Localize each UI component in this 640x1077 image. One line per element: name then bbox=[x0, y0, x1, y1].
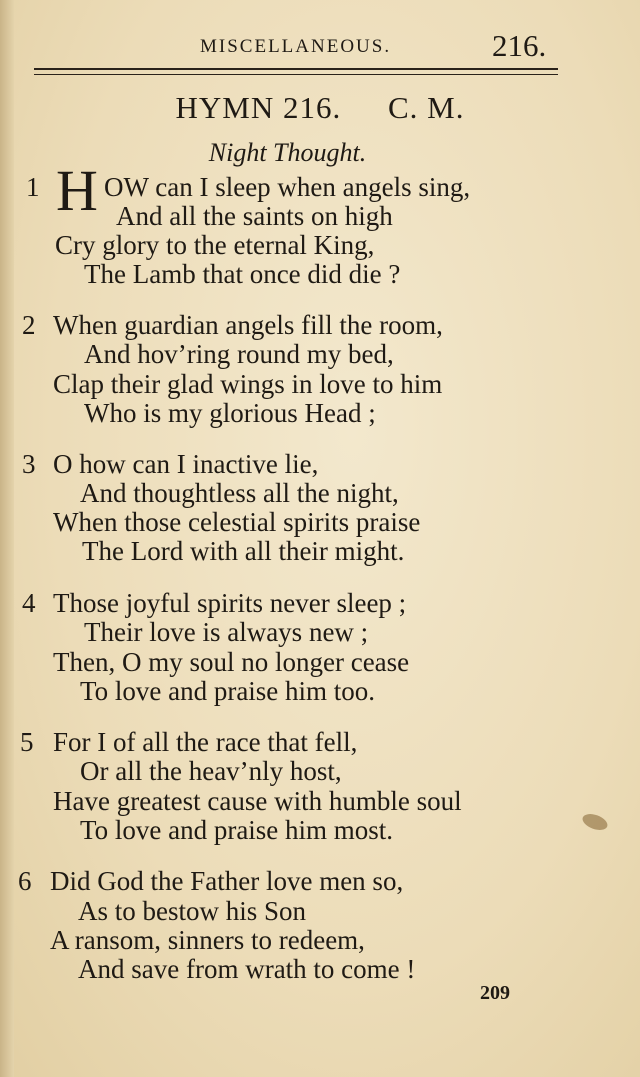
stanza-line: Clap their glad wings in love to him bbox=[53, 369, 443, 399]
stanza-line: For I of all the race that fell, bbox=[53, 727, 358, 757]
stanza-number: 6 bbox=[18, 866, 32, 896]
stanza-number: 3 bbox=[22, 449, 36, 479]
page-header bbox=[0, 28, 640, 68]
hymn-title-number: HYMN 216. bbox=[175, 90, 342, 125]
ink-stain bbox=[580, 811, 609, 833]
drop-cap: H bbox=[56, 158, 98, 223]
hymn-subtitle: Night Thought. bbox=[208, 138, 367, 167]
stanza-line: Those joyful spirits never sleep ; bbox=[53, 588, 407, 618]
stanza-line: And thoughtless all the night, bbox=[80, 478, 399, 508]
stanza-line: Did God the Father love men so, bbox=[50, 866, 404, 896]
header-rule-thick bbox=[34, 68, 558, 70]
stanza-line: Have greatest cause with humble soul bbox=[53, 786, 462, 816]
stanza-line: As to bestow his Son bbox=[78, 896, 307, 926]
stanza-line: To love and praise him most. bbox=[80, 815, 394, 845]
header-hymn-number: 216. bbox=[492, 28, 547, 63]
hymn-title bbox=[0, 90, 640, 126]
stanza-number: 4 bbox=[22, 588, 36, 618]
stanza-line: A ransom, sinners to redeem, bbox=[50, 925, 365, 955]
stanza-line: When those celestial spirits praise bbox=[53, 507, 421, 537]
stanza-number: 5 bbox=[20, 727, 34, 757]
header-rule-thin bbox=[34, 74, 558, 75]
stanza-line: The Lamb that once did die ? bbox=[84, 259, 401, 289]
stanza-line: Their love is always new ; bbox=[84, 617, 369, 647]
stanza-line: To love and praise him too. bbox=[80, 676, 376, 706]
stanza-line: O how can I inactive lie, bbox=[53, 449, 319, 479]
hymn-meter: C. M. bbox=[387, 90, 465, 125]
stanza-line: When guardian angels fill the room, bbox=[53, 310, 443, 340]
stanza-number: 1 bbox=[26, 172, 40, 202]
stanza-line: And all the saints on high bbox=[116, 201, 393, 231]
stanza-line: And hov’ring round my bed, bbox=[84, 339, 394, 369]
stanza-number: 2 bbox=[22, 310, 36, 340]
stanza-line: Who is my glorious Head ; bbox=[84, 398, 376, 428]
stanza-line: OW can I sleep when angels sing, bbox=[104, 172, 471, 202]
page-number: 209 bbox=[480, 982, 510, 1004]
stanza-line: Then, O my soul no longer cease bbox=[53, 647, 410, 677]
running-head: MISCELLANEOUS. bbox=[200, 36, 392, 57]
stanza-line: Cry glory to the eternal King, bbox=[55, 230, 375, 260]
stanza-line: Or all the heav’nly host, bbox=[80, 756, 342, 786]
stanza-line: And save from wrath to come ! bbox=[78, 954, 416, 984]
stanza-line: The Lord with all their might. bbox=[82, 536, 405, 566]
